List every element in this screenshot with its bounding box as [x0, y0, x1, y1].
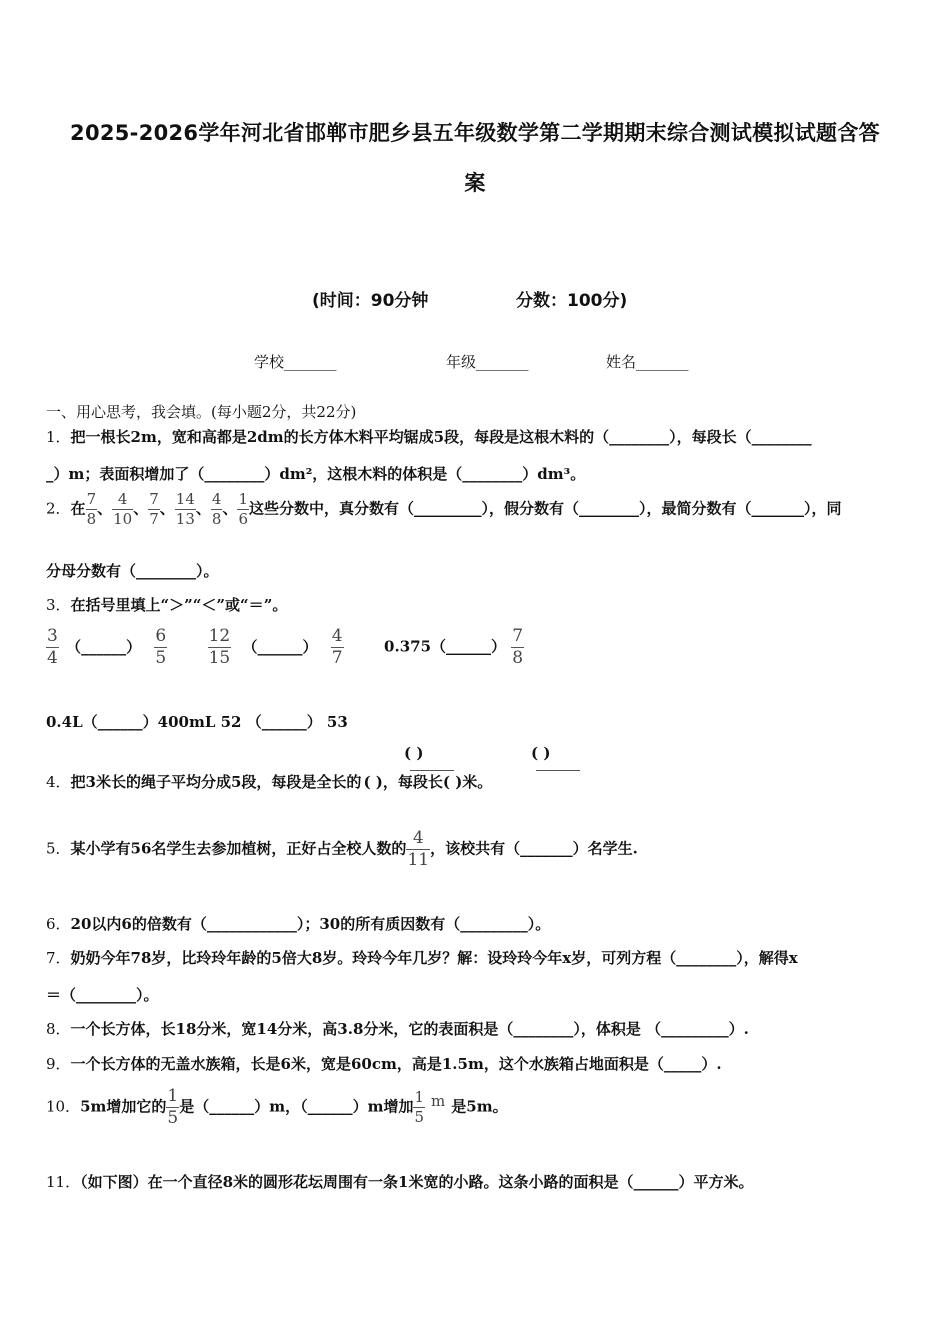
fraction: $\frac{4}{10}$ [113, 490, 133, 528]
fraction: $\frac{4}{8}$ [211, 490, 222, 528]
question-number: 1． [46, 428, 71, 446]
question-1 [46, 426, 812, 447]
question-text: 把3米长的绳子平均分成5段，每段是全长的 [70, 773, 362, 791]
question-number: 9． [46, 1055, 71, 1073]
question-text: 是（______）m，（______）m增加 [179, 1097, 414, 1116]
fraction: $\frac{4}{7}$ [331, 626, 343, 668]
question-text: 是5m。 [451, 1097, 508, 1116]
question-5 [46, 830, 638, 869]
question-text: 20以内6的倍数有（____________）；30的所有质因数有（_________）。 [70, 915, 551, 933]
question-7 [46, 947, 798, 968]
answer-box-numerator[interactable]: ( ) [531, 744, 551, 762]
question-text: 奶奶今年78岁，比玲玲年龄的5倍大8岁。玲玲今年几岁？解：设玲玲今年x岁，可列方程（________），解得x [70, 949, 798, 967]
comparison-row-2: 0.4L（______）400mL 52 （______） 53 [46, 713, 348, 731]
fraction: $\frac{7}{8}$ [86, 490, 97, 528]
question-number: 11． [46, 1173, 81, 1191]
fraction-bar [536, 770, 580, 771]
question-text: ，该校共有（_______）名学生. [430, 839, 638, 858]
question-text: 在 [70, 499, 86, 518]
fraction: $\frac{7}{8}$ [512, 626, 524, 668]
title-line-1: 2025-2026学年河北省邯郸市肥乡县五年级数学第二学期期末综合测试模拟试题含答 [70, 121, 880, 145]
title-line-2: 案 [464, 171, 486, 195]
question-text: 把一根长2m，宽和高都是2dm的长方体木料平均锯成5段，每段是这根木料的（________），每段长（________ [70, 428, 812, 446]
section-heading: 一、用心思考，我会填。(每小题2分，共22分) [46, 403, 357, 421]
question-1-cont: _）m；表面积增加了（________）dm²，这根木料的体积是（________）dm³。 [46, 465, 586, 483]
fraction: $\frac{14}{13}$ [175, 490, 195, 528]
question-text: ，每段长 [382, 773, 443, 791]
question-text: （如下图）在一个直径8米的圆形花坛周围有一条1米宽的小路。这条小路的面积是（______）平方米。 [80, 1173, 754, 1191]
exam-score: 分数：100分) [516, 291, 628, 311]
comparison-blank[interactable]: （______） [242, 637, 318, 656]
fraction: $\frac{6}{5}$ [155, 626, 167, 668]
question-2-cont: 分母分数有（________）。 [46, 562, 219, 580]
question-number: 5． [46, 839, 71, 858]
grade-field[interactable]: 年级_______ [446, 353, 529, 371]
answer-box-denominator[interactable]: ( ) [442, 773, 463, 791]
question-9 [46, 1053, 722, 1074]
question-number: 4． [46, 773, 71, 791]
question-text: 米。 [462, 773, 493, 791]
question-number: 3． [46, 596, 71, 614]
question-6 [46, 913, 550, 934]
question-text: 在括号里填上“＞”“＜”或“＝”。 [70, 596, 288, 614]
question-11 [46, 1171, 753, 1192]
fraction: $\frac{1}{6}$ [238, 490, 249, 528]
comparison-decimal[interactable]: 0.375（______） [384, 637, 507, 656]
question-text: 某小学有56名学生去参加植树，正好占全校人数的 [70, 839, 407, 858]
fraction: $\frac{1}{5}$ [167, 1086, 179, 1128]
fraction: $\frac{7}{7}$ [149, 490, 159, 528]
comparison-blank[interactable]: （______） [66, 637, 142, 656]
fraction: $\frac{12}{15}$ [208, 626, 231, 668]
question-number: 8． [46, 1020, 71, 1038]
question-3 [46, 594, 287, 615]
question-text: 这些分数中，真分数有（_________），假分数有（________），最简分数有（_______），同 [249, 499, 842, 518]
unit-label: m [431, 1091, 446, 1110]
school-field[interactable]: 学校_______ [254, 353, 337, 371]
question-number: 2． [46, 499, 71, 518]
question-10 [46, 1088, 508, 1127]
question-number: 6． [46, 915, 71, 933]
question-4 [46, 771, 492, 792]
fraction: $\frac{4}{11}$ [407, 828, 430, 870]
answer-box-denominator[interactable]: ( ) [363, 773, 383, 791]
question-7-cont: ＝（________）。 [46, 986, 159, 1004]
exam-time: (时间：90分钟 [312, 291, 429, 311]
comparison-row [46, 628, 524, 667]
question-8 [46, 1018, 749, 1039]
question-text: 5m增加它的 [80, 1097, 167, 1116]
name-field[interactable]: 姓名_______ [606, 353, 689, 371]
fraction: $\frac{1}{5}$ [414, 1088, 425, 1126]
question-2: 2．在 $\frac{7}{8}$ 、 $\frac{4}{10}$ 、 $\frac{7}{7}$ 、 $\frac{14}{13}$ 、 $\frac{4}{8}$ 、 $\frac{1}{6}$ 这些分数中，真分数有（_________），假分数有（________），最简分数有（_______），同 [46, 490, 842, 528]
question-text: 一个长方体的无盖水族箱，长是6米，宽是60cm，高是1.5m，这个水族箱占地面积是（_____）. [70, 1055, 722, 1073]
document-title [40, 108, 910, 208]
question-number: 7． [46, 949, 71, 967]
answer-box-numerator[interactable]: ( ) [404, 744, 424, 762]
question-text: 一个长方体，长18分米，宽14分米，高3.8分米，它的表面积是（________），体积是 （_________）. [70, 1020, 749, 1038]
question-number: 10． [46, 1097, 81, 1116]
fraction: $\frac{3}{4}$ [47, 626, 58, 668]
